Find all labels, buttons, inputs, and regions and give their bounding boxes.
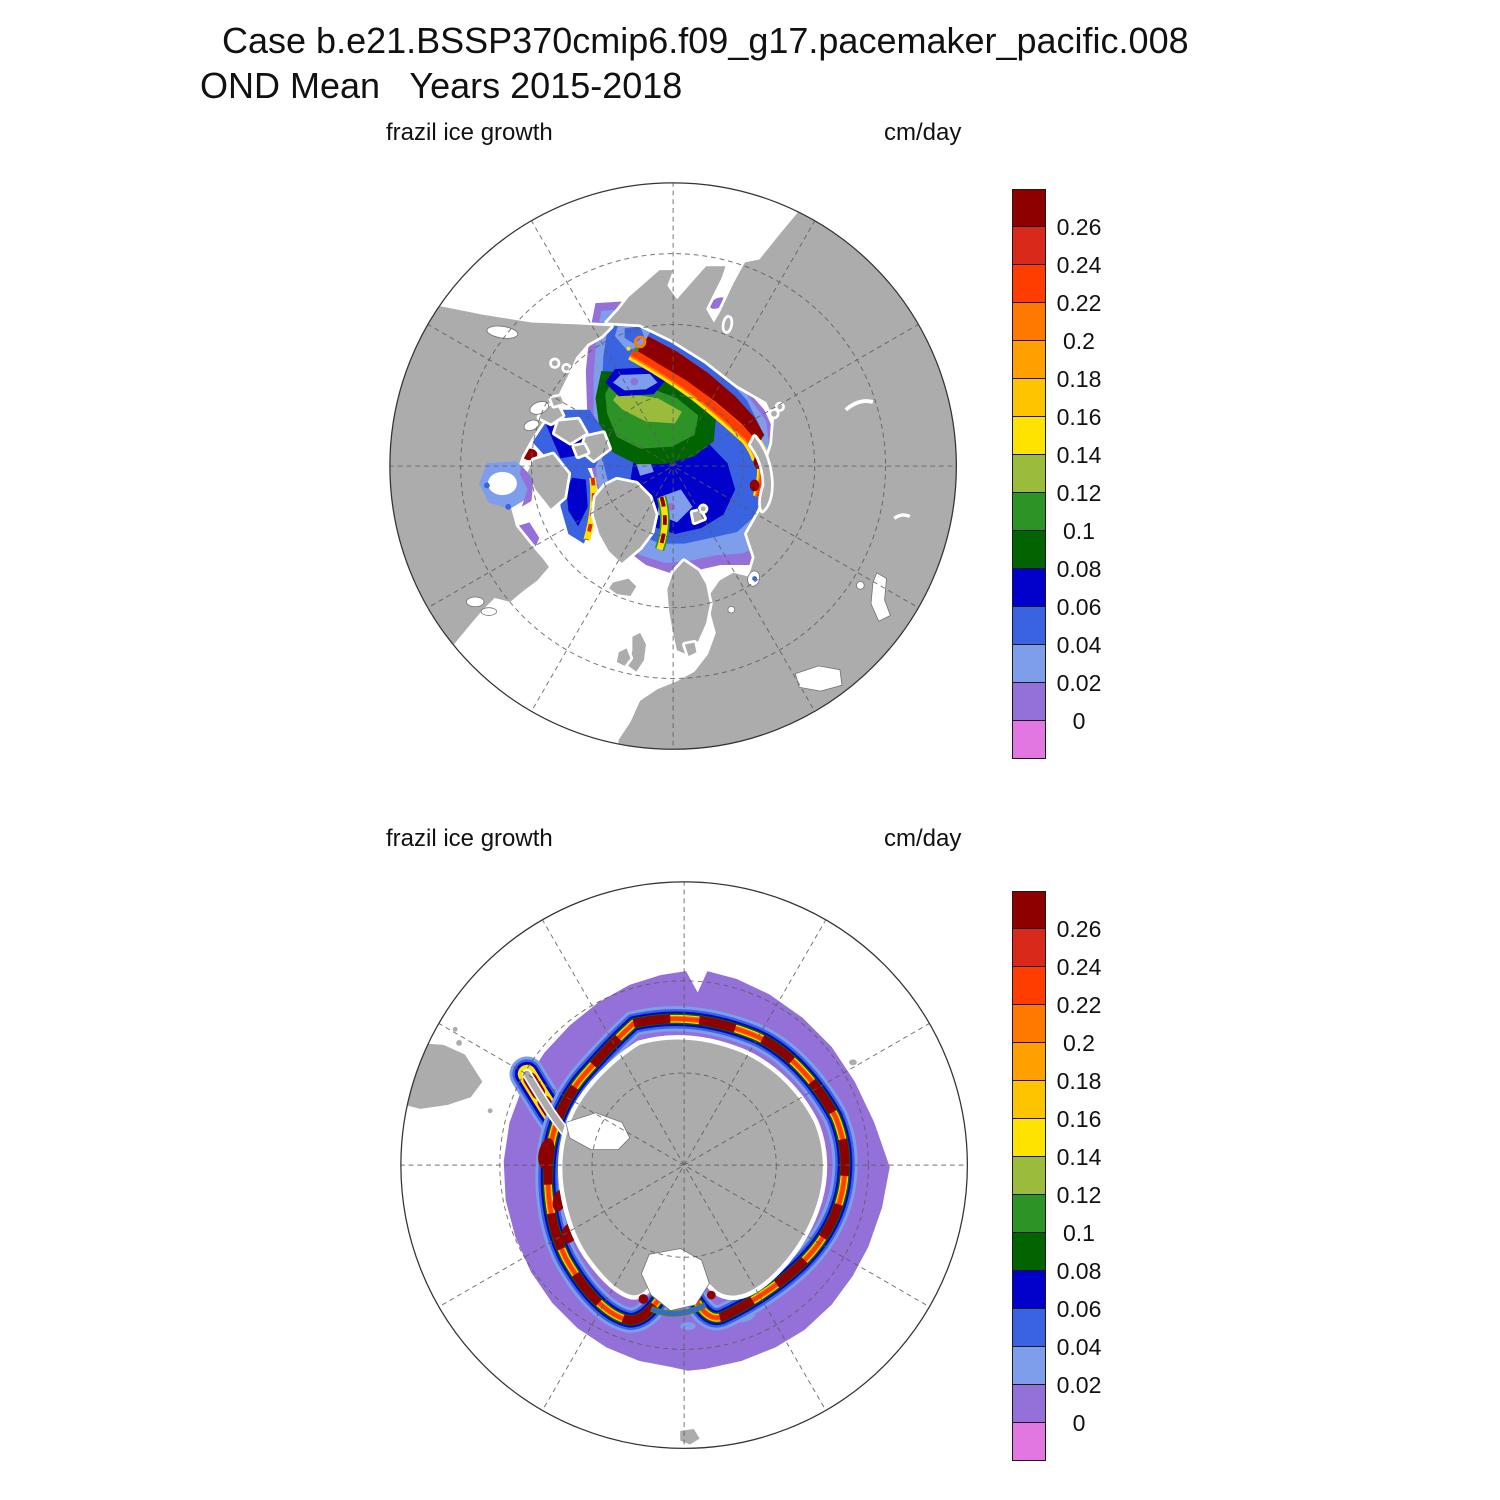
colorbar-tick-label: 0.12 bbox=[1056, 1182, 1102, 1208]
colorbar-tick-label: 0.14 bbox=[1056, 442, 1102, 468]
colorbar-swatch bbox=[1012, 1347, 1046, 1385]
colorbar-tick-label: 0.1 bbox=[1063, 1220, 1095, 1246]
colorbar-swatch bbox=[1012, 303, 1046, 341]
colorbar-tick-label: 0.04 bbox=[1056, 632, 1102, 658]
colorbar-swatch bbox=[1012, 721, 1046, 759]
colorbar-tick-label: 0 bbox=[1072, 1410, 1086, 1436]
colorbar-tick-label: 0.2 bbox=[1063, 1030, 1095, 1056]
colorbar-swatch bbox=[1012, 607, 1046, 645]
colorbar-swatch bbox=[1012, 455, 1046, 493]
colorbar-swatch bbox=[1012, 1385, 1046, 1423]
colorbar-tick-label: 0.12 bbox=[1056, 480, 1102, 506]
colorbar-tick-label: 0.14 bbox=[1056, 1144, 1102, 1170]
colorbar-tick-label: 0.08 bbox=[1056, 556, 1102, 582]
colorbar-swatch bbox=[1012, 1119, 1046, 1157]
colorbar-swatch bbox=[1012, 1005, 1046, 1043]
colorbar-tick-label: 0.22 bbox=[1056, 290, 1102, 316]
colorbar-tick-label: 0.22 bbox=[1056, 992, 1102, 1018]
colorbar-tick-label: 0.18 bbox=[1056, 366, 1102, 392]
colorbar-tick-label: 0.16 bbox=[1056, 404, 1102, 430]
colorbar-swatch bbox=[1012, 417, 1046, 455]
colorbar-tick-label: 0.24 bbox=[1056, 954, 1102, 980]
colorbar-swatch bbox=[1012, 379, 1046, 417]
colorbar-swatch bbox=[1012, 493, 1046, 531]
colorbar-tick-label: 0.18 bbox=[1056, 1068, 1102, 1094]
colorbar-swatch bbox=[1012, 967, 1046, 1005]
south-units-label: cm/day bbox=[884, 825, 962, 852]
colorbar-tick-label: 0.08 bbox=[1056, 1258, 1102, 1284]
colorbar-swatch bbox=[1012, 1309, 1046, 1347]
colorbar-tick-label: 0.24 bbox=[1056, 252, 1102, 278]
colorbar-swatch bbox=[1012, 1157, 1046, 1195]
figure-subtitle: OND Mean Years 2015-2018 bbox=[200, 65, 683, 106]
colorbar-swatch bbox=[1012, 891, 1046, 929]
colorbar-swatch bbox=[1012, 265, 1046, 303]
colorbar-swatch bbox=[1012, 531, 1046, 569]
colorbar-swatch bbox=[1012, 1271, 1046, 1309]
colorbar-swatch bbox=[1012, 645, 1046, 683]
antarctic-map bbox=[397, 878, 979, 1460]
colorbar-tick-label: 0.02 bbox=[1056, 1372, 1102, 1398]
colorbar-tick-label: 0.26 bbox=[1056, 916, 1102, 942]
colorbar-swatch bbox=[1012, 1423, 1046, 1461]
colorbar-tick-label: 0.02 bbox=[1056, 670, 1102, 696]
colorbar-tick-label: 0.06 bbox=[1056, 1296, 1102, 1322]
colorbar-tick-label: 0.26 bbox=[1056, 214, 1102, 240]
arctic-map bbox=[386, 177, 968, 759]
north-variable-label: frazil ice growth bbox=[386, 119, 553, 146]
colorbar-swatch bbox=[1012, 227, 1046, 265]
colorbar-tick-label: 0.06 bbox=[1056, 594, 1102, 620]
colorbar-tick-label: 0 bbox=[1072, 708, 1086, 734]
colorbar-south bbox=[1012, 891, 1132, 1463]
colorbar-swatch bbox=[1012, 1043, 1046, 1081]
colorbar-tick-label: 0.2 bbox=[1063, 328, 1095, 354]
colorbar-swatch bbox=[1012, 189, 1046, 227]
colorbar-swatch bbox=[1012, 683, 1046, 721]
colorbar-tick-label: 0.04 bbox=[1056, 1334, 1102, 1360]
north-units-label: cm/day bbox=[884, 119, 962, 146]
south-variable-label: frazil ice growth bbox=[386, 825, 553, 852]
colorbar-swatch bbox=[1012, 1081, 1046, 1119]
colorbar-swatch bbox=[1012, 1195, 1046, 1233]
colorbar-north bbox=[1012, 189, 1132, 761]
colorbar-swatch bbox=[1012, 1233, 1046, 1271]
colorbar-swatch bbox=[1012, 341, 1046, 379]
figure-title: Case b.e21.BSSP370cmip6.f09_g17.pacemaker_pacific.008 bbox=[222, 20, 1189, 61]
colorbar-tick-label: 0.1 bbox=[1063, 518, 1095, 544]
colorbar-swatch bbox=[1012, 929, 1046, 967]
colorbar-swatch bbox=[1012, 569, 1046, 607]
colorbar-tick-label: 0.16 bbox=[1056, 1106, 1102, 1132]
